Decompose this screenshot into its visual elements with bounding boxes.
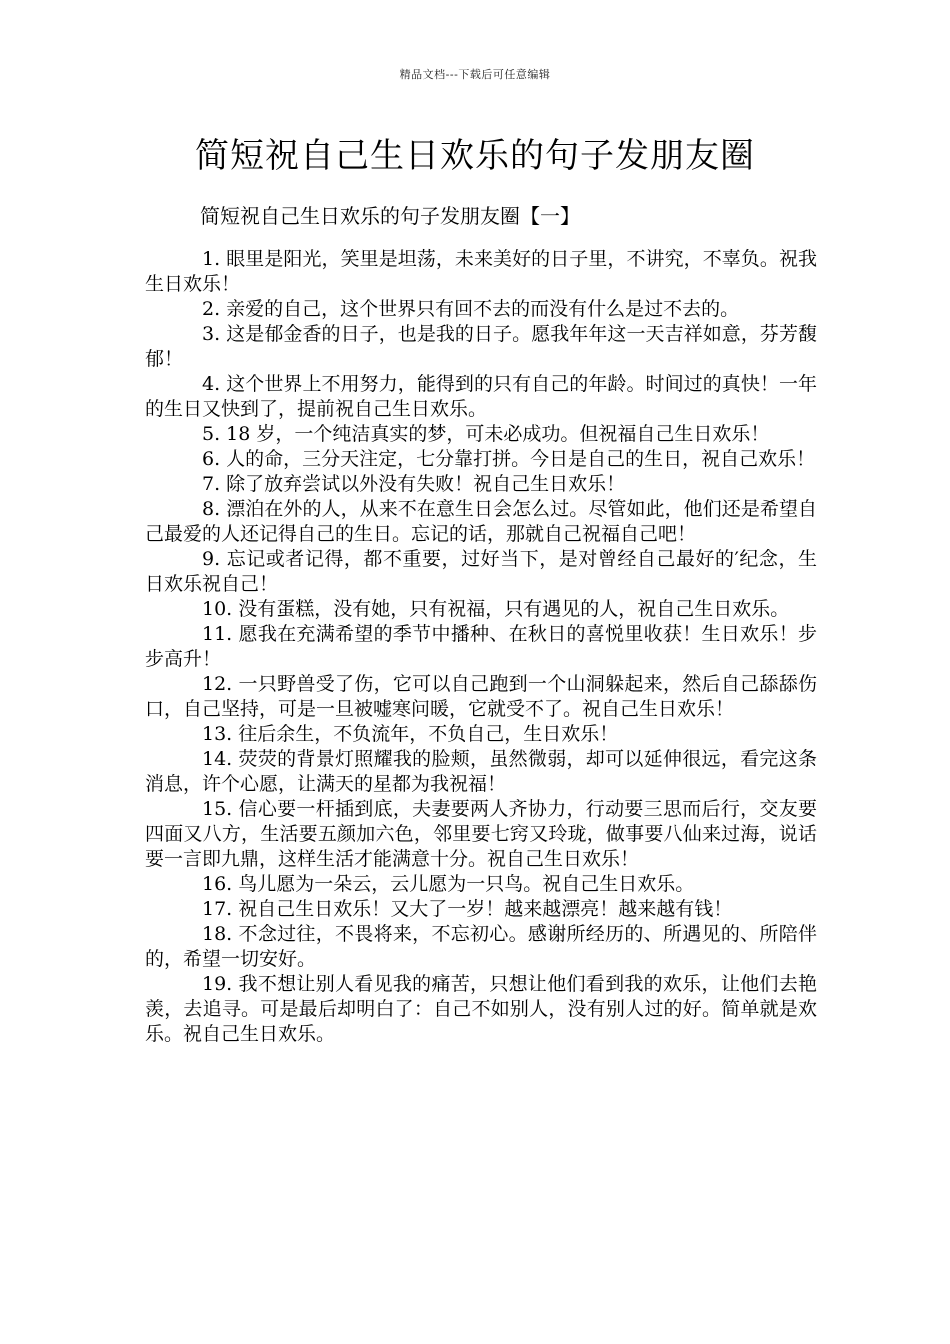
section-heading: 简短祝自己生日欢乐的句子发朋友圈【一】 bbox=[200, 204, 580, 228]
list-item: 16. 鸟儿愿为一朵云，云儿愿为一只鸟。祝自己生日欢乐。 bbox=[202, 873, 695, 895]
list-item: 2. 亲爱的自己，这个世界只有回不去的而没有什么是过不去的。 bbox=[202, 298, 740, 320]
list-item: 13. 往后余生，不负流年，不负自己，生日欢乐！ bbox=[202, 723, 619, 745]
list-item: 17. 祝自己生日欢乐！又大了一岁！越来越漂亮！越来越有钱！ bbox=[202, 898, 733, 920]
header-note: 精品文档---下载后可任意编辑 bbox=[399, 68, 551, 81]
list-item: 9. 忘记或者记得，都不重要，过好当下，是对曾经自己最好的′纪念，生日欢乐祝自己！ bbox=[145, 548, 817, 595]
list-item: 15. 信心要一杆插到底，夫妻要两人齐协力，行动要三思而后行，交友要四面又八方，生活要五颜加六色，邻里要七窍又玲珑，做事要八仙来过海，说话要一言即九鼎，这样生活才能满意十分。祝自己生日欢乐！ bbox=[145, 798, 817, 870]
wish-list bbox=[145, 247, 817, 1047]
list-item: 6. 人的命，三分天注定，七分靠打拼。今日是自己的生日，祝自己欢乐！ bbox=[202, 448, 816, 470]
list-item: 5. 18 岁，一个纯洁真实的梦，可未必成功。但祝福自己生日欢乐！ bbox=[202, 423, 770, 445]
list-item: 18. 不念过往，不畏将来，不忘初心。感谢所经历的、所遇见的、所陪伴的，希望一切安好。 bbox=[145, 923, 817, 970]
list-item: 1. 眼里是阳光，笑里是坦荡，未来美好的日子里，不讲究，不辜负。祝我生日欢乐！ bbox=[145, 248, 817, 295]
list-item: 14. 荧荧的背景灯照耀我的脸颊，虽然微弱，却可以延伸很远，看完这条消息，许个心愿，让满天的星都为我祝福！ bbox=[145, 748, 817, 795]
list-item: 3. 这是郁金香的日子，也是我的日子。愿我年年这一天吉祥如意，芬芳馥郁！ bbox=[145, 323, 817, 370]
list-item: 11. 愿我在充满希望的季节中播种、在秋日的喜悦里收获！生日欢乐！步步高升！ bbox=[145, 623, 817, 670]
list-item: 8. 漂泊在外的人，从来不在意生日会怎么过。尽管如此，他们还是希望自己最爱的人还记得自己的生日。忘记的话，那就自己祝福自己吧！ bbox=[145, 498, 817, 545]
list-item: 4. 这个世界上不用努力，能得到的只有自己的年龄。时间过的真快！一年的生日又快到了，提前祝自己生日欢乐。 bbox=[145, 373, 817, 420]
list-item: 7. 除了放弃尝试以外没有失败！祝自己生日欢乐！ bbox=[202, 473, 626, 495]
list-item: 10. 没有蛋糕，没有她，只有祝福，只有遇见的人，祝自己生日欢乐。 bbox=[202, 598, 790, 620]
list-item: 19. 我不想让别人看见我的痛苦，只想让他们看到我的欢乐，让他们去艳羡，去追寻。可是最后却明白了：自己不如别人，没有别人过的好。简单就是欢乐。祝自己生日欢乐。 bbox=[145, 973, 817, 1045]
document-title: 简短祝自己生日欢乐的句子发朋友圈 bbox=[195, 136, 755, 176]
list-item: 12. 一只野兽受了伤，它可以自己跑到一个山洞躲起来，然后自己舔舔伤口，自己坚持，可是一旦被嘘寒问暖，它就受不了。祝自己生日欢乐！ bbox=[145, 673, 817, 720]
